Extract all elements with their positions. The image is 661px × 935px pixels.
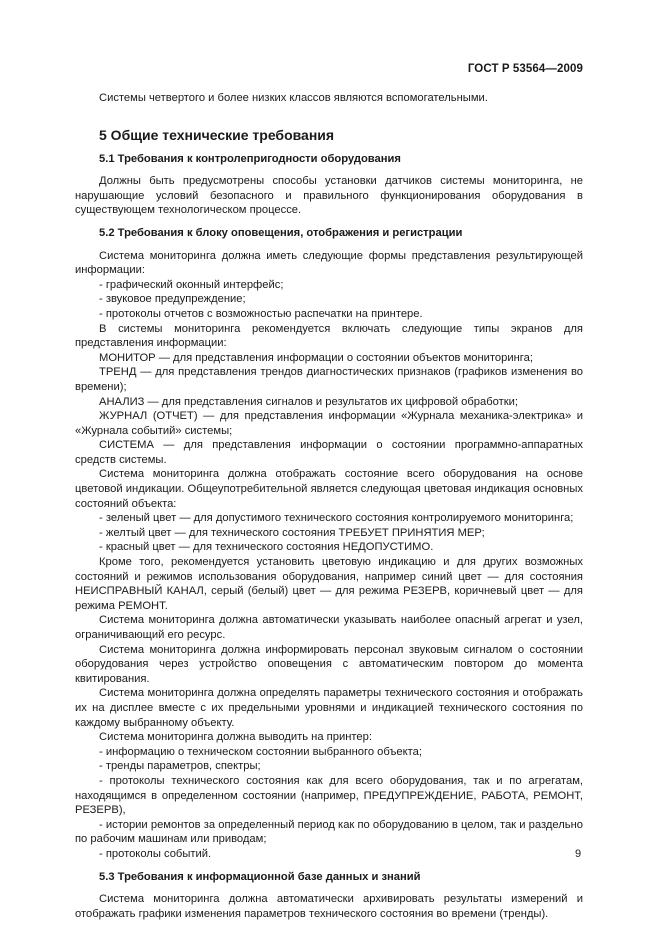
paragraph: ТРЕНД — для представления трендов диагностических признаков (графиков изменения во времени); (75, 366, 583, 393)
paragraph: Должны быть предусмотрены способы установки датчиков системы мониторинга, не нарушающие условий безопасного и правильного функционирования оборудования в существующем технологическом процессе. (75, 175, 583, 217)
section-5-2-title: 5.2 Требования к блоку оповещения, отображения и регистрации (99, 226, 463, 239)
list-item: - истории ремонтов за определенный период как по оборудованию в целом, так и раздельно по рабочим машинам или приводам; (75, 818, 583, 846)
section-5-3-title: 5.3 Требования к информационной базе данных и знаний (99, 870, 421, 883)
paragraph: Кроме того, рекомендуется установить цветовую индикацию и для других возможных состояний и режимов использования оборудования, например синий цвет — для состояния НЕИСПРАВНЫЙ КАНАЛ, серый (белый) цвет — для режима РЕЗЕРВ, коричневый цвет — для режима РЕМОНТ. (75, 556, 583, 612)
paragraph: Система мониторинга должна автоматически архивировать результаты измерений и отображать графики изменения параметров технического состояния во времени (тренды). (75, 893, 583, 920)
section-5-title: 5 Общие технические требования (99, 126, 335, 143)
intro-paragraph: Системы четвертого и более низких классов являются вспомогательными. (99, 92, 488, 104)
paragraph: Система мониторинга должна выводить на принтер: (99, 731, 372, 744)
list-item: - информацию о техническом состоянии выбранного объекта; (99, 745, 422, 758)
paragraph: СИСТЕМА — для представления информации о состоянии программно-аппаратных средств системы. (75, 439, 583, 466)
paragraph: В системы мониторинга рекомендуется включать следующие типы экранов для представления информации: (75, 322, 583, 350)
paragraph: АНАЛИЗ — для представления сигналов и результатов их цифровой обработки; (99, 395, 519, 408)
list-item: - желтый цвет — для технического состояния ТРЕБУЕТ ПРИНЯТИЯ МЕР; (99, 526, 485, 539)
paragraph: Система мониторинга должна определять параметры технического состояния и отображать их на дисплее вместе с их предельными уровнями и индикацией технического состояния по каждому выбранному объекту. (75, 687, 583, 729)
paragraph: Система мониторинга должна иметь следующие формы представления результирующей информации: (75, 249, 583, 277)
list-item: - протоколы событий. (99, 847, 212, 860)
page-number: 9 (575, 848, 582, 860)
document-header: ГОСТ Р 53564—2009 (467, 63, 583, 75)
list-item: - тренды параметров, спектры; (99, 760, 261, 773)
list-item: - графический оконный интерфейс; (99, 278, 284, 291)
paragraph: МОНИТОР — для представления информации о состоянии объектов мониторинга; (99, 351, 533, 364)
list-item: - зеленый цвет — для допустимого технического состояния контролируемого мониторинга; (99, 512, 574, 525)
list-item: - красный цвет — для технического состояния НЕДОПУСТИМО. (99, 541, 434, 554)
paragraph: Система мониторинга должна информировать персонал звуковым сигналом о состоянии оборудования через устройство оповещения с автоматическим повтором до момента квитирования. (75, 643, 583, 685)
list-item: - протоколы технического состояния как для всего оборудования, так и по агрегатам, находящимся в определенном состоянии (например, ПРЕДУПРЕЖДЕНИЕ, РАБОТА, РЕМОНТ, РЕЗЕРВ), (75, 774, 583, 817)
list-item: - звуковое предупреждение; (99, 293, 246, 306)
list-item: - протоколы отчетов с возможностью распечатки на принтере. (99, 307, 423, 320)
section-5-1-title: 5.1 Требования к контролепригодности оборудования (99, 152, 401, 165)
paragraph: Система мониторинга должна автоматически указывать наиболее опасный агрегат и узел, ограничивающий его ресурс. (75, 614, 583, 641)
page-body (75, 91, 583, 921)
paragraph: Система мониторинга должна отображать состояние всего оборудования на основе цветовой индикации. Общеупотребительной является следующая цветовая индикация основных состояний объекта: (75, 468, 583, 510)
paragraph: ЖУРНАЛ (ОТЧЕТ) — для представления информации «Журнала механика-электрика» и «Журнала событий» системы; (75, 410, 583, 437)
